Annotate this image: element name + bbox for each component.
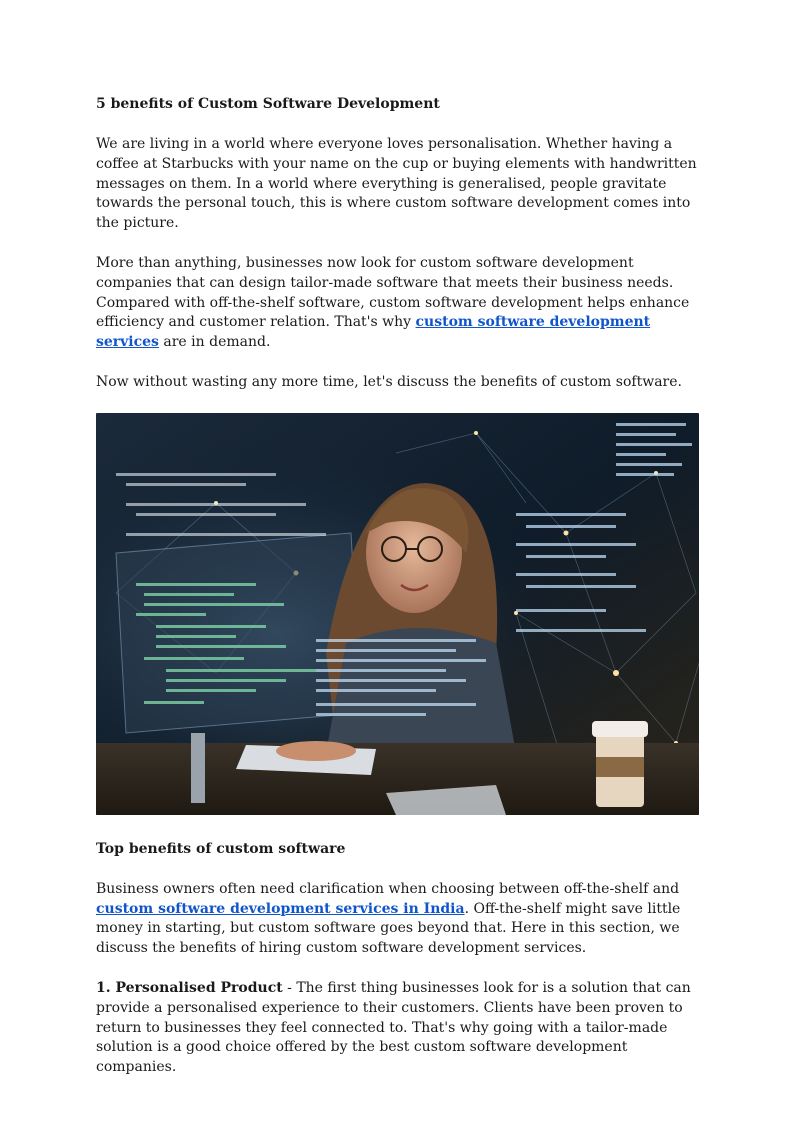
intro-paragraph-3: Now without wasting any more time, let's discuss the benefits of custom software. [96,373,682,390]
custom-software-services-link[interactable]: custom software development services [96,314,651,351]
benefit-item-1-text: - The first thing businesses look for is a solution that can provide a personalised experience to their customers. Clients have been proven to return to businesses they feel connected to. That's why going with a tailor-made solution is a good choice offered by the best custom software development companies. [96,979,691,1076]
section-paragraph-1 [96,880,700,959]
section-title: Top benefits of custom software [96,840,346,857]
document-page [96,94,700,1098]
developer-illustration-image [96,413,699,815]
section-paragraph-1-text-before: Business owners often need clarification when choosing between off-the-shelf and [96,880,680,897]
benefit-item-1 [96,979,700,1078]
intro-paragraph-1: We are living in a world where everyone loves personalisation. Whether having a coffee at Starbucks with your name on the cup or buying elements with handwritten messages on them. In a world where everything is generalised, people gravitate towards the personal touch, this is where custom software development comes into the picture. [96,136,697,232]
benefit-item-1-heading: 1. Personalised Product [96,979,283,996]
intro-paragraph-2 [96,254,700,353]
document-title: 5 benefits of Custom Software Development [96,96,440,112]
intro-paragraph-2-text-after: are in demand. [158,334,271,351]
custom-software-services-india-link[interactable]: custom software development services in India [96,900,465,917]
section-paragraph-1-text-after: . Off-the-shelf might save little money in starting, but custom software goes beyond that. Here in this section, we discuss the benefits of hiring custom software development services. [96,900,681,957]
developer-photo-graphic [96,413,699,815]
intro-paragraph-2-text-before: More than anything, businesses now look for custom software development companies that can design tailor-made software that meets their business needs. Compared with off-the-shelf software, custom software development helps enhance efficiency and customer relation. That's why [96,254,690,331]
